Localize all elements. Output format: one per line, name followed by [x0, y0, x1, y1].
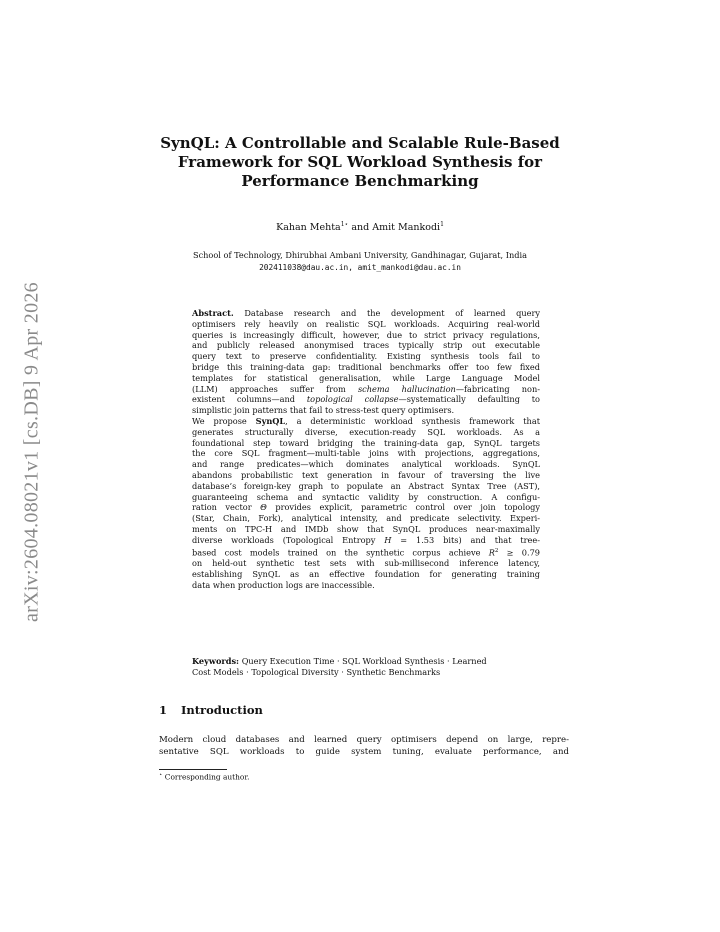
abstract-emphasis: schema hallucination — [357, 383, 456, 394]
abstract-line: simplistic join patterns that fail to stress-test query optimisers. — [192, 405, 455, 416]
abstract-label: Abstract. — [192, 308, 234, 318]
email-link[interactable]: 202411038@dau.ac.in — [259, 263, 349, 272]
abstract-text: based cost models trained on the synthetic corpus achieve — [192, 547, 489, 558]
author-affiliation-mark: 1⋆ — [340, 221, 349, 228]
email-separator: , — [348, 263, 358, 272]
abstract-text: ration vector — [192, 502, 261, 513]
abstract-text: = 1.53 bits) and that tree- — [391, 534, 541, 545]
abstract-line: templates for statistical generalisation, while Large Language Model — [192, 372, 540, 383]
abstract-text: (LLM) approaches suffer from — [192, 383, 358, 394]
body-line: Modern cloud databases and learned query optimisers depend on large, repre- — [159, 735, 569, 745]
abstract-line: establishing SynQL as an effective foundation for generating training — [192, 568, 540, 579]
abstract-line: abandons probabilistic text generation in favour of traversing the live — [192, 469, 540, 480]
keywords-text: Query Execution Time · SQL Workload Synthesis · Learned — [239, 656, 487, 666]
introduction-body — [159, 734, 569, 758]
author-list — [150, 221, 570, 233]
abstract-line — [192, 535, 540, 546]
body-line: sentative SQL workloads to guide system tuning, evaluate performance, and — [159, 747, 569, 757]
abstract-line: data when production logs are inaccessible. — [192, 579, 375, 590]
keywords-line — [192, 656, 540, 667]
abstract-line: the core SQL fragment—multi-table joins with projections, aggregations, — [192, 448, 540, 459]
affiliation — [130, 249, 590, 274]
abstract-text: existent columns—and — [192, 394, 307, 405]
abstract-line: and publicly released anonymised traces typically strip out executable — [192, 340, 540, 351]
affiliation-line: School of Technology, Dhirubhai Ambani University, Gandhinagar, Gujarat, India — [192, 250, 528, 260]
keywords-line: Cost Models · Topological Diversity · Synthetic Benchmarks — [192, 666, 441, 677]
footnote — [159, 772, 249, 781]
abstract-line: optimisers rely heavily on realistic SQL workloads. Acquiring real-world — [192, 318, 540, 329]
abstract-text: —systematically defaulting to — [398, 394, 540, 405]
author-conjunction: and — [348, 222, 373, 234]
abstract-line: foundational step toward bridging the training-data gap, SynQL targets — [192, 437, 540, 448]
keywords-label: Keywords: — [192, 656, 240, 666]
abstract — [192, 308, 540, 590]
math-symbol: H — [384, 534, 392, 545]
math-symbol: Θ — [260, 502, 267, 513]
author-affiliation-mark: 1 — [440, 221, 444, 228]
abstract-text: , a deterministic workload synthesis framework that — [285, 415, 541, 426]
email-line — [130, 261, 590, 274]
abstract-line — [192, 502, 540, 513]
title-line: SynQL: A Controllable and Scalable Rule-Based — [160, 134, 560, 152]
arxiv-identifier: arXiv:2604.08021v1 [cs.DB] 9 Apr 2026 — [20, 282, 43, 622]
arxiv-sidebar-stamp — [12, 262, 52, 642]
paper-title — [150, 134, 570, 191]
abstract-line — [192, 546, 540, 559]
keywords — [192, 656, 540, 678]
abstract-line: guaranteeing schema and syntactic validity by construction. A configu- — [192, 491, 540, 502]
math-superscript: 2 — [494, 547, 499, 554]
math-symbol: R — [488, 547, 495, 558]
abstract-line — [192, 384, 540, 395]
abstract-line: on held-out synthetic test sets with sub-millisecond inference latency, — [192, 558, 540, 569]
abstract-line: database’s foreign-key graph to populate an Abstract Syntax Tree (AST), — [192, 480, 540, 491]
abstract-text: provides explicit, parametric control over join topology — [266, 502, 540, 513]
abstract-text: diverse workloads (Topological Entropy — [192, 534, 385, 545]
system-name: SynQL — [255, 415, 286, 426]
abstract-line: bridge this training-data gap: traditional benchmarks offer too few fixed — [192, 361, 540, 372]
section-number: 1 — [159, 703, 168, 717]
abstract-line: query text to preserve confidentiality. Existing synthesis tools fail to — [192, 351, 540, 362]
section-title: Introduction — [181, 703, 263, 717]
email-link[interactable]: amit_mankodi@dau.ac.in — [357, 263, 461, 272]
abstract-line — [192, 308, 540, 319]
abstract-line: (Star, Chain, Fork), analytical intensity, and predicate selectivity. Experi- — [192, 513, 540, 524]
abstract-line: ments on TPC-H and IMDb show that SynQL produces near-maximally — [192, 523, 540, 534]
abstract-text: Database research and the development of learned query — [233, 308, 540, 318]
title-line: Framework for SQL Workload Synthesis for — [177, 153, 543, 171]
title-line: Performance Benchmarking — [241, 172, 479, 190]
abstract-line: generates structurally diverse, execution-ready SQL workloads. As a — [192, 426, 540, 437]
abstract-emphasis: topological collapse — [306, 394, 399, 405]
abstract-text: ≥ 0.79 — [498, 547, 541, 558]
abstract-line — [192, 394, 540, 405]
author-name: Kahan Mehta — [276, 222, 341, 234]
author-name: Amit Mankodi — [372, 222, 441, 234]
abstract-line — [192, 416, 540, 427]
abstract-line: queries is increasingly difficult, however, due to strict privacy regulations, — [192, 329, 540, 340]
abstract-text: —fabricating non- — [455, 383, 540, 394]
footnote-text: Corresponding author. — [162, 772, 250, 782]
abstract-text: We propose — [192, 415, 256, 426]
section-heading — [159, 703, 263, 717]
abstract-line: and range predicates—which dominates analytical workloads. SynQL — [192, 459, 540, 470]
footnote-mark: ⋆ — [159, 772, 163, 778]
footnote-rule — [159, 769, 227, 770]
